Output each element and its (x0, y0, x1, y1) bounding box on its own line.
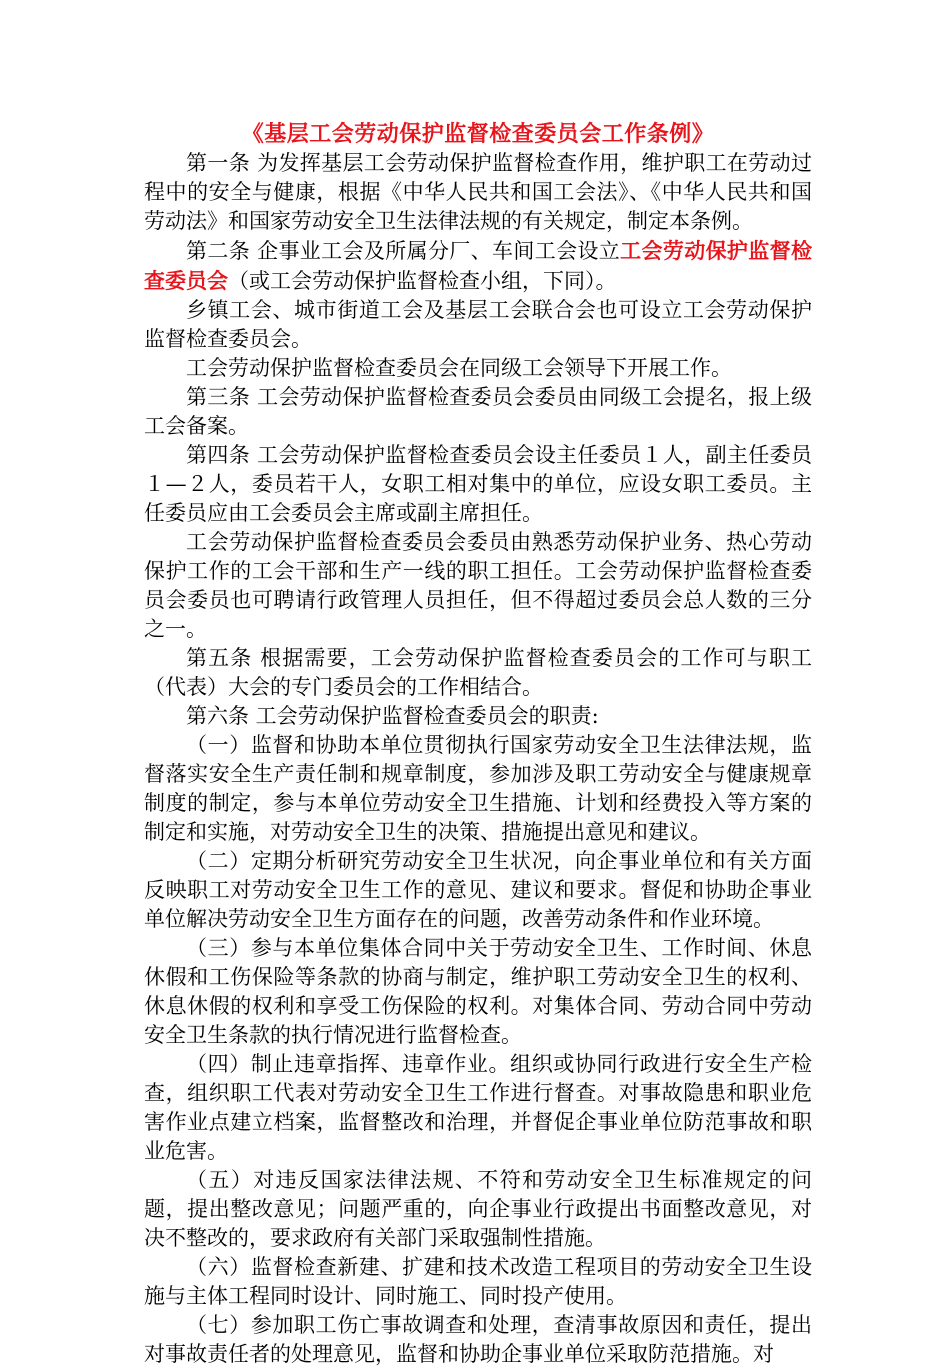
article-2-highlight: 工会劳动保护监督检查委员会 (144, 238, 813, 293)
duty-4-paragraph: （四）制止违章指挥、违章作业。组织或协同行政进行安全生产检查，组织职工代表对劳动安全卫生工作进行督查。对事故隐患和职业危害作业点建立档案，监督整改和治理，并督促企事业单位防范事故和职业危害。 (144, 1052, 812, 1163)
duty-7-paragraph: （七）参加职工伤亡事故调查和处理，查清事故原因和责任，提出对事故责任者的处理意见，监督和协助企事业单位采取防范措施。对 (144, 1313, 812, 1366)
article-6-paragraph: 第六条 工会劳动保护监督检查委员会的职责: (186, 704, 599, 728)
article-1-paragraph: 第一条 为发挥基层工会劳动保护监督检查作用，维护职工在劳动过程中的安全与健康，根据《中华人民共和国工会法》、《中华人民共和国劳动法》和国家劳动安全卫生法律法规的有关规定，制定本条例。 (144, 151, 812, 233)
duty-5-paragraph: （五）对违反国家法律法规、不符和劳动安全卫生标准规定的问题，提出整改意见；问题严重的，向企事业行政提出书面整改意见，对决不整改的，要求政府有关部门采取强制性措施。 (144, 1168, 812, 1250)
document-title: 《基层工会劳动保护监督检查委员会工作条例》 (241, 121, 715, 147)
duty-2-paragraph: （二）定期分析研究劳动安全卫生状况，向企事业单位和有关方面反映职工对劳动安全卫生工作的意见、建议和要求。督促和协助企事业单位解决劳动安全卫生方面存在的问题，改善劳动条件和作业环境。 (144, 849, 812, 931)
article-2-leadership-paragraph: 工会劳动保护监督检查委员会在同级工会领导下开展工作。 (186, 356, 732, 380)
duty-6-paragraph: （六）监督检查新建、扩建和技术改造工程项目的劳动安全卫生设施与主体工程同时设计、同时施工、同时投产使用。 (144, 1255, 812, 1308)
duty-1-paragraph: （一）监督和协助本单位贯彻执行国家劳动安全卫生法律法规，监督落实安全生产责任制和规章制度，参加涉及职工劳动安全与健康规章制度的制定，参与本单位劳动安全卫生措施、计划和经费投入等方案的制定和实施，对劳动安全卫生的决策、措施提出意见和建议。 (144, 733, 812, 844)
article-4-members-paragraph: 工会劳动保护监督检查委员会委员由熟悉劳动保护业务、热心劳动保护工作的工会干部和生产一线的职工担任。工会劳动保护监督检查委员会委员也可聘请行政管理人员担任，但不得超过委员会总人数的三分之一。 (144, 530, 812, 641)
article-2-township-paragraph: 乡镇工会、城市街道工会及基层工会联合会也可设立工会劳动保护监督检查委员会。 (144, 298, 812, 351)
article-4-paragraph: 第四条 工会劳动保护监督检查委员会设主任委员１人，副主任委员１—２人，委员若干人，女职工相对集中的单位，应设女职工委员。主任委员应由工会委员会主席或副主席担任。 (144, 443, 812, 525)
article-5-paragraph: 第五条 根据需要，工会劳动保护监督检查委员会的工作可与职工（代表）大会的专门委员会的工作相结合。 (144, 646, 812, 699)
article-3-paragraph: 第三条 工会劳动保护监督检查委员会委员由同级工会提名，报上级工会备案。 (144, 385, 812, 438)
article-2-paragraph (144, 236, 812, 296)
document-body (144, 120, 812, 1369)
duty-3-paragraph: （三）参与本单位集体合同中关于劳动安全卫生、工作时间、休息休假和工伤保险等条款的协商与制定，维护职工劳动安全卫生的权利、休息休假的权利和享受工伤保险的权利。对集体合同、劳动合同中劳动安全卫生条款的执行情况进行监督检查。 (144, 936, 812, 1047)
article-2-text-after: （或工会劳动保护监督检查小组，下同）。 (228, 269, 617, 293)
article-2-text-before: 第二条 企事业工会及所属分厂、车间工会设立 (186, 239, 621, 263)
